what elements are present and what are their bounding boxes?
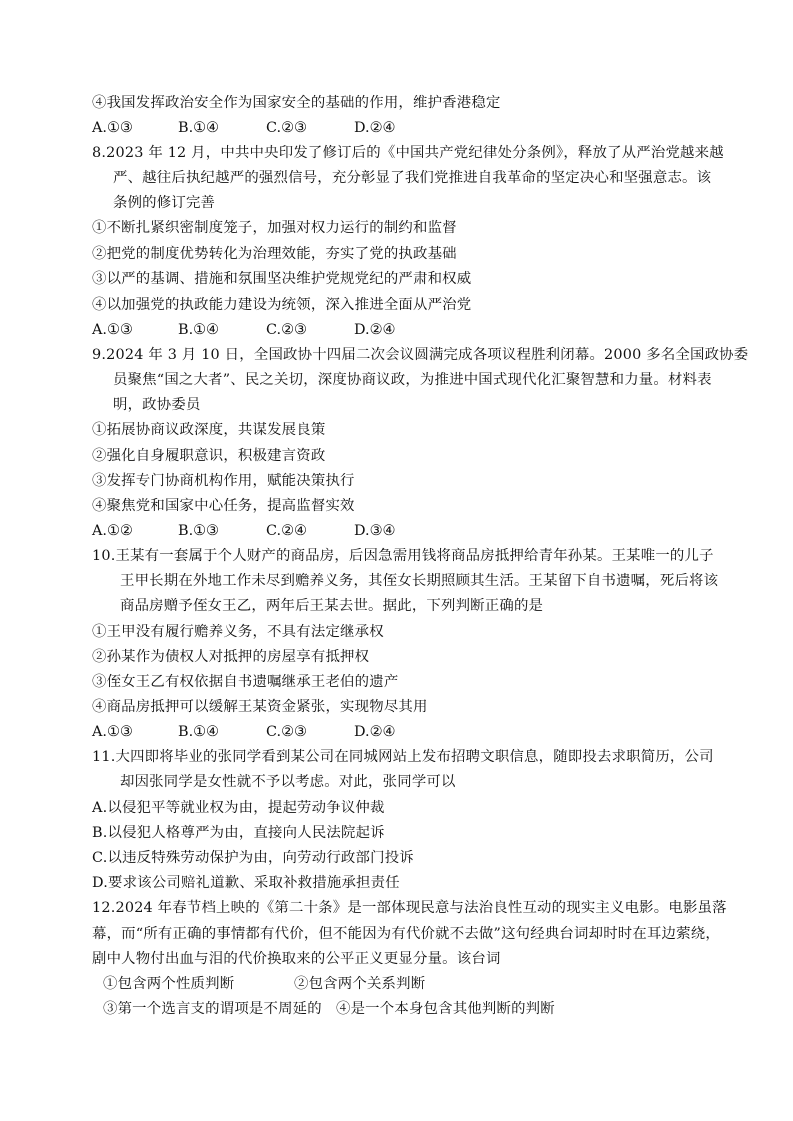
q10-item-3: ③侄女王乙有权依据自书遗嘱继承王老伯的遗产 <box>92 674 399 690</box>
q10-option-b: B.①④ <box>178 724 219 740</box>
q8-item-3: ③以严的基调、措施和氛围坚决维护党规党纪的严肃和权威 <box>92 271 472 287</box>
q11-option-c: C.以违反特殊劳动保护为由，向劳动行政部门投诉 <box>92 850 414 866</box>
q9-option-c: C.②④ <box>266 523 307 539</box>
q9-option-b: B.①③ <box>178 523 219 539</box>
q7-option-b: B.①④ <box>178 120 219 136</box>
q8-stem-line-1: 8.2023 年 12 月，中共中央印发了修订后的《中国共产党纪律处分条例》，释放了从严治党越来越 <box>92 145 724 161</box>
q8-option-c: C.②③ <box>266 322 307 338</box>
q10-item-2: ②孙某作为债权人对抵押的房屋享有抵押权 <box>92 649 370 665</box>
q9-item-4: ④聚焦党和国家中心任务，提高监督实效 <box>92 498 355 514</box>
q8-item-4: ④以加强党的执政能力建设为统领，深入推进全面从严治党 <box>92 297 472 313</box>
q8-option-a: A.①③ <box>92 322 133 338</box>
q12-item-4: ④是一个本身包含其他判断的判断 <box>336 1001 555 1017</box>
q7-option-c: C.②③ <box>266 120 307 136</box>
q12-item-2: ②包含两个关系判断 <box>294 976 426 992</box>
q8-option-b: B.①④ <box>178 322 219 338</box>
q8-item-2: ②把党的制度优势转化为治理效能，夯实了党的执政基础 <box>92 246 457 262</box>
q9-stem-line-2: 员聚焦“国之大者”、民之关切，深度协商议政，为推进中国式现代化汇聚智慧和力量。材料表 <box>113 372 712 388</box>
q8-stem-line-2: 严、越往后执纪越严的强烈信号，充分彰显了我们党推进自我革命的坚定决心和坚强意志。该 <box>113 170 712 186</box>
q10-option-d: D.②④ <box>354 724 396 740</box>
q12-item-1: ①包含两个性质判断 <box>103 976 235 992</box>
q10-item-1: ①王甲没有履行赡养义务，不具有法定继承权 <box>92 624 384 640</box>
q10-stem-line-3: 商品房赠予侄女王乙，两年后王某去世。据此，下列判断正确的是 <box>120 598 544 614</box>
q8-option-d: D.②④ <box>354 322 396 338</box>
q9-option-a: A.①② <box>92 523 133 539</box>
q12-item-3: ③第一个选言支的谓项是不周延的 <box>103 1001 322 1017</box>
q9-stem-line-3: 明，政协委员 <box>113 397 201 413</box>
q7-option-a: A.①③ <box>92 120 133 136</box>
q12-stem-line-3: 剧中人物付出血与泪的代价换取来的公平正义更显分量。该台词 <box>92 951 501 967</box>
q11-option-b: B.以侵犯人格尊严为由，直接向人民法院起诉 <box>92 825 385 841</box>
q9-item-2: ②强化自身履职意识，积极建言资政 <box>92 448 326 464</box>
q9-item-3: ③发挥专门协商机构作用，赋能决策执行 <box>92 473 355 489</box>
q12-stem-line-1: 12.2024 年春节档上映的《第二十条》是一部体现民意与法治良性互动的现实主义电影。电影虽落 <box>92 900 727 916</box>
q10-stem-line-2: 王甲长期在外地工作未尽到赡养义务，其侄女长期照顾其生活。王某留下自书遗嘱，死后将该 <box>120 573 719 589</box>
q9-stem-line-1: 9.2024 年 3 月 10 日，全国政协十四届二次会议圆满完成各项议程胜利闭幕。2000 多名全国政协委 <box>92 347 749 363</box>
q7-options <box>92 119 414 137</box>
q8-stem-line-3: 条例的修订完善 <box>113 195 216 211</box>
q10-stem-line-1: 10.王某有一套属于个人财产的商品房，后因急需用钱将商品房抵押给青年孙某。王某唯一的儿子 <box>92 548 714 564</box>
q8-item-1: ①不断扎紧织密制度笼子，加强对权力运行的制约和监督 <box>92 220 457 236</box>
q10-options <box>92 723 414 741</box>
q10-option-a: A.①③ <box>92 724 133 740</box>
q10-item-4: ④商品房抵押可以缓解王某资金紧张，实现物尽其用 <box>92 699 428 715</box>
q11-stem-line-2: 却因张同学是女性就不予以考虑。对此，张同学可以 <box>120 774 456 790</box>
q11-option-a: A.以侵犯平等就业权为由，提起劳动争议仲裁 <box>92 800 385 816</box>
q7-item-4: ④我国发挥政治安全作为国家安全的基础的作用，维护香港稳定 <box>92 95 501 111</box>
q8-options <box>92 321 414 339</box>
q11-stem-line-1: 11.大四即将毕业的张同学看到某公司在同城网站上发布招聘文职信息，随即投去求职简历，公司 <box>92 749 714 765</box>
q9-options <box>92 522 414 540</box>
q9-item-1: ①拓展协商议政深度，共谋发展良策 <box>92 422 326 438</box>
q12-stem-line-2: 幕，而“所有正确的事情都有代价，但不能因为有代价就不去做”这句经典台词却时时在耳边萦绕， <box>92 926 720 942</box>
q9-option-d: D.③④ <box>354 523 396 539</box>
q7-option-d: D.②④ <box>354 120 396 136</box>
q10-option-c: C.②③ <box>266 724 307 740</box>
q11-option-d: D.要求该公司赔礼道歉、采取补救措施承担责任 <box>92 875 400 891</box>
